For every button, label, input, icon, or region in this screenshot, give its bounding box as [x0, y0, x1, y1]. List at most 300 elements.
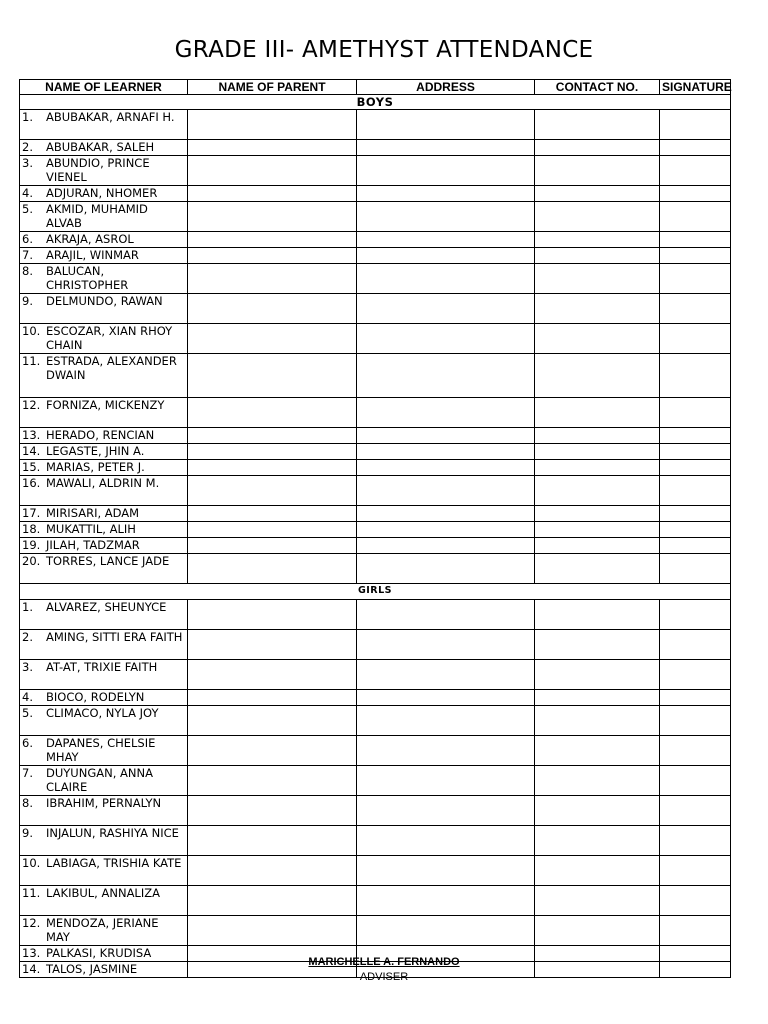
parent-cell[interactable]: [188, 428, 357, 444]
learner-cell: [20, 660, 188, 690]
contact-cell[interactable]: [535, 140, 660, 156]
contact-cell[interactable]: [535, 460, 660, 476]
learner-entry: [22, 186, 185, 200]
learner-name: MENDOZA, JERIANE MAY: [46, 916, 159, 944]
contact-cell[interactable]: [535, 354, 660, 398]
header-learner: NAME OF LEARNER: [20, 80, 188, 95]
parent-cell[interactable]: [188, 156, 357, 186]
learner-cell: [20, 630, 188, 660]
section-row-girls: [20, 584, 731, 600]
address-cell[interactable]: [357, 554, 535, 584]
table-row: [20, 600, 731, 630]
learner-name: ALVAREZ, SHEUNYCE: [46, 600, 167, 614]
signature-cell[interactable]: [660, 600, 731, 630]
learner-number: 7.: [22, 248, 33, 262]
parent-cell[interactable]: [188, 690, 357, 706]
learner-number: 1.: [22, 600, 33, 614]
learner-number: 8.: [22, 796, 33, 810]
parent-cell[interactable]: [188, 324, 357, 354]
learner-name: ADJURAN, NHOMER: [46, 186, 158, 200]
learner-entry: [22, 156, 185, 184]
learner-cell: [20, 476, 188, 506]
address-cell[interactable]: [357, 706, 535, 736]
learner-number: 12.: [22, 398, 41, 412]
address-cell[interactable]: [357, 690, 535, 706]
learner-number: 13.: [22, 946, 41, 960]
signature-cell[interactable]: [660, 690, 731, 706]
signature-cell[interactable]: [660, 856, 731, 886]
learner-name: FORNIZA, MICKENZY: [46, 398, 165, 412]
learner-number: 6.: [22, 736, 33, 750]
table-row: [20, 476, 731, 506]
learner-cell: [20, 856, 188, 886]
parent-cell[interactable]: [188, 110, 357, 140]
section-row-boys: [20, 95, 731, 110]
learner-name: AKRAJA, ASROL: [46, 232, 134, 246]
contact-cell[interactable]: [535, 248, 660, 264]
learner-entry: [22, 264, 185, 292]
table-row: [20, 554, 731, 584]
learner-name: MUKATTIL, ALIH: [46, 522, 136, 536]
learner-number: 4.: [22, 690, 33, 704]
table-row: [20, 522, 731, 538]
signature-cell[interactable]: [660, 522, 731, 538]
address-cell[interactable]: [357, 428, 535, 444]
learner-cell: [20, 248, 188, 264]
learner-cell: [20, 690, 188, 706]
learner-name: AT-AT, TRIXIE FAITH: [46, 660, 158, 674]
learner-cell: [20, 600, 188, 630]
learner-cell: [20, 506, 188, 522]
contact-cell[interactable]: [535, 428, 660, 444]
address-cell[interactable]: [357, 506, 535, 522]
learner-number: 3.: [22, 660, 33, 674]
learner-number: 5.: [22, 202, 33, 216]
learner-cell: [20, 796, 188, 826]
learner-number: 1.: [22, 110, 33, 124]
parent-cell[interactable]: [188, 264, 357, 294]
learner-entry: [22, 660, 185, 674]
contact-cell[interactable]: [535, 600, 660, 630]
parent-cell[interactable]: [188, 630, 357, 660]
table-row: [20, 248, 731, 264]
contact-cell[interactable]: [535, 398, 660, 428]
learner-cell: [20, 156, 188, 186]
signature-cell[interactable]: [660, 140, 731, 156]
signature-cell[interactable]: [660, 886, 731, 916]
header-signature: SIGNATURE: [660, 80, 731, 95]
learner-number: 10.: [22, 324, 41, 338]
learner-cell: [20, 202, 188, 232]
signature-cell[interactable]: [660, 110, 731, 140]
table-row: [20, 324, 731, 354]
contact-cell[interactable]: [535, 736, 660, 766]
learner-name: BIOCO, RODELYN: [46, 690, 145, 704]
adviser-name: [0, 956, 768, 968]
learner-name: TORRES, LANCE JADE: [46, 554, 170, 568]
table-row: [20, 140, 731, 156]
section-label: BOYS: [20, 95, 731, 110]
address-cell[interactable]: [357, 460, 535, 476]
learner-entry: [22, 916, 185, 944]
address-cell[interactable]: [357, 736, 535, 766]
learner-entry: [22, 766, 185, 794]
address-cell[interactable]: [357, 232, 535, 248]
learner-number: 15.: [22, 460, 41, 474]
learner-entry: [22, 736, 185, 764]
parent-cell[interactable]: [188, 522, 357, 538]
contact-cell[interactable]: [535, 522, 660, 538]
attendance-table: [19, 79, 731, 978]
learner-entry: [22, 460, 185, 474]
learner-cell: [20, 398, 188, 428]
learner-name: AMING, SITTI ERA FAITH: [46, 630, 183, 644]
address-cell[interactable]: [357, 826, 535, 856]
learner-entry: [22, 110, 185, 124]
learner-entry: [22, 354, 185, 382]
learner-name: BALUCAN, CHRISTOPHER: [46, 264, 129, 292]
learner-name: ABUBAKAR, SALEH: [46, 140, 155, 154]
table-row: [20, 354, 731, 398]
learner-cell: [20, 186, 188, 202]
signature-cell[interactable]: [660, 766, 731, 796]
signature-cell[interactable]: [660, 538, 731, 554]
learner-number: 13.: [22, 428, 41, 442]
signature-cell[interactable]: [660, 460, 731, 476]
learner-name: PALKASI, KRUDISA: [46, 946, 152, 960]
table-row: [20, 706, 731, 736]
learner-entry: [22, 398, 185, 412]
learner-cell: [20, 140, 188, 156]
learner-name: MAWALI, ALDRIN M.: [46, 476, 160, 490]
table-row: [20, 294, 731, 324]
signature-cell[interactable]: [660, 916, 731, 946]
table-row: [20, 110, 731, 140]
header-address: ADDRESS: [357, 80, 535, 95]
parent-cell[interactable]: [188, 660, 357, 690]
learner-number: 10.: [22, 856, 41, 870]
address-cell[interactable]: [357, 156, 535, 186]
address-cell[interactable]: [357, 248, 535, 264]
learner-entry: [22, 538, 185, 552]
learner-name: ESCOZAR, XIAN RHOY CHAIN: [46, 324, 173, 352]
address-cell[interactable]: [357, 660, 535, 690]
learner-cell: [20, 110, 188, 140]
learner-entry: [22, 554, 185, 568]
contact-cell[interactable]: [535, 476, 660, 506]
parent-cell[interactable]: [188, 202, 357, 232]
signature-cell[interactable]: [660, 630, 731, 660]
table-row: [20, 660, 731, 690]
contact-cell[interactable]: [535, 706, 660, 736]
learner-name: DELMUNDO, RAWAN: [46, 294, 163, 308]
contact-cell[interactable]: [535, 826, 660, 856]
learner-number: 14.: [22, 444, 41, 458]
signature-cell[interactable]: [660, 660, 731, 690]
contact-cell[interactable]: [535, 156, 660, 186]
contact-cell[interactable]: [535, 690, 660, 706]
learner-cell: [20, 766, 188, 796]
address-cell[interactable]: [357, 324, 535, 354]
contact-cell[interactable]: [535, 916, 660, 946]
signature-cell[interactable]: [660, 476, 731, 506]
signature-cell[interactable]: [660, 826, 731, 856]
contact-cell[interactable]: [535, 766, 660, 796]
address-cell[interactable]: [357, 522, 535, 538]
learner-entry: [22, 826, 185, 840]
learner-number: 17.: [22, 506, 41, 520]
table-row: [20, 460, 731, 476]
signature-cell[interactable]: [660, 324, 731, 354]
learner-entry: [22, 690, 185, 704]
address-cell[interactable]: [357, 264, 535, 294]
parent-cell[interactable]: [188, 886, 357, 916]
learner-cell: [20, 916, 188, 946]
learner-number: 11.: [22, 354, 41, 368]
learner-name: LEGASTE, JHIN A.: [46, 444, 145, 458]
signature-cell[interactable]: [660, 444, 731, 460]
learner-entry: [22, 294, 185, 308]
signature-cell[interactable]: [660, 428, 731, 444]
learner-number: 20.: [22, 554, 41, 568]
learner-entry: [22, 202, 185, 230]
table-body: [20, 95, 731, 978]
learner-entry: [22, 522, 185, 536]
parent-cell[interactable]: [188, 706, 357, 736]
adviser-name-text: MARICHELLE A. FERNANDO: [308, 956, 460, 968]
table-row: [20, 444, 731, 460]
learner-entry: [22, 232, 185, 246]
parent-cell[interactable]: [188, 538, 357, 554]
address-cell[interactable]: [357, 140, 535, 156]
learner-cell: [20, 232, 188, 248]
learner-entry: [22, 140, 185, 154]
parent-cell[interactable]: [188, 460, 357, 476]
contact-cell[interactable]: [535, 232, 660, 248]
page-title: GRADE III- AMETHYST ATTENDANCE: [174, 37, 594, 63]
learner-name: DUYUNGAN, ANNA CLAIRE: [46, 766, 153, 794]
learner-entry: [22, 600, 185, 614]
address-cell[interactable]: [357, 630, 535, 660]
contact-cell[interactable]: [535, 538, 660, 554]
learner-number: 9.: [22, 294, 33, 308]
contact-cell[interactable]: [535, 554, 660, 584]
signature-cell[interactable]: [660, 232, 731, 248]
learner-number: 4.: [22, 186, 33, 200]
table-row: [20, 506, 731, 522]
parent-cell[interactable]: [188, 856, 357, 886]
table-row: [20, 886, 731, 916]
contact-cell[interactable]: [535, 264, 660, 294]
learner-entry: [22, 796, 185, 810]
contact-cell[interactable]: [535, 630, 660, 660]
learner-name: MIRISARI, ADAM: [46, 506, 140, 520]
table-row: [20, 186, 731, 202]
learner-number: 2.: [22, 140, 33, 154]
learner-name: TALOS, JASMINE: [46, 962, 138, 976]
learner-number: 2.: [22, 630, 33, 644]
contact-cell[interactable]: [535, 202, 660, 232]
parent-cell[interactable]: [188, 232, 357, 248]
learner-number: 12.: [22, 916, 41, 930]
parent-cell[interactable]: [188, 796, 357, 826]
parent-cell[interactable]: [188, 294, 357, 324]
table-row: [20, 538, 731, 554]
table-row: [20, 264, 731, 294]
signature-cell[interactable]: [660, 554, 731, 584]
address-cell[interactable]: [357, 110, 535, 140]
learner-name: HERADO, RENCIAN: [46, 428, 155, 442]
learner-cell: [20, 460, 188, 476]
parent-cell[interactable]: [188, 600, 357, 630]
parent-cell[interactable]: [188, 140, 357, 156]
learner-cell: [20, 706, 188, 736]
learner-cell: [20, 826, 188, 856]
learner-number: 3.: [22, 156, 33, 170]
signature-cell[interactable]: [660, 506, 731, 522]
table-row: [20, 630, 731, 660]
learner-number: 14.: [22, 962, 41, 976]
learner-name: ABUBAKAR, ARNAFI H.: [46, 110, 175, 124]
signature-cell[interactable]: [660, 294, 731, 324]
contact-cell[interactable]: [535, 506, 660, 522]
parent-cell[interactable]: [188, 186, 357, 202]
table-row: [20, 826, 731, 856]
learner-entry: [22, 428, 185, 442]
learner-cell: [20, 736, 188, 766]
learner-entry: [22, 630, 185, 644]
learner-cell: [20, 324, 188, 354]
table-row: [20, 856, 731, 886]
signature-cell[interactable]: [660, 248, 731, 264]
header-row: [20, 80, 731, 95]
learner-number: 18.: [22, 522, 41, 536]
parent-cell[interactable]: [188, 554, 357, 584]
address-cell[interactable]: [357, 600, 535, 630]
signature-cell[interactable]: [660, 202, 731, 232]
address-cell[interactable]: [357, 444, 535, 460]
table-row: [20, 736, 731, 766]
address-cell[interactable]: [357, 766, 535, 796]
signature-cell[interactable]: [660, 398, 731, 428]
learner-name: JILAH, TADZMAR: [46, 538, 140, 552]
learner-number: 11.: [22, 886, 41, 900]
table-row: [20, 428, 731, 444]
parent-cell[interactable]: [188, 398, 357, 428]
signature-cell[interactable]: [660, 156, 731, 186]
learner-name: LAKIBUL, ANNALIZA: [46, 886, 160, 900]
learner-number: 6.: [22, 232, 33, 246]
contact-cell[interactable]: [535, 856, 660, 886]
signature-cell[interactable]: [660, 264, 731, 294]
table-row: [20, 202, 731, 232]
learner-name: INJALUN, RASHIYA NICE: [46, 826, 179, 840]
learner-entry: [22, 476, 185, 490]
contact-cell[interactable]: [535, 110, 660, 140]
address-cell[interactable]: [357, 202, 535, 232]
learner-cell: [20, 538, 188, 554]
address-cell[interactable]: [357, 886, 535, 916]
learner-name: IBRAHIM, PERNALYN: [46, 796, 162, 810]
learner-name: ARAJIL, WINMAR: [46, 248, 139, 262]
header-contact: CONTACT NO.: [535, 80, 660, 95]
table-row: [20, 766, 731, 796]
address-cell[interactable]: [357, 186, 535, 202]
parent-cell[interactable]: [188, 766, 357, 796]
learner-name: ABUNDIO, PRINCE VIENEL: [46, 156, 150, 184]
learner-cell: [20, 354, 188, 398]
parent-cell[interactable]: [188, 916, 357, 946]
learner-entry: [22, 506, 185, 520]
learner-cell: [20, 522, 188, 538]
table-row: [20, 232, 731, 248]
table-row: [20, 690, 731, 706]
parent-cell[interactable]: [188, 736, 357, 766]
parent-cell[interactable]: [188, 354, 357, 398]
learner-number: 9.: [22, 826, 33, 840]
signature-cell[interactable]: [660, 796, 731, 826]
learner-entry: [22, 324, 185, 352]
section-label: GIRLS: [20, 584, 731, 600]
learner-number: 5.: [22, 706, 33, 720]
signature-cell[interactable]: [660, 736, 731, 766]
learner-number: 7.: [22, 766, 33, 780]
address-cell[interactable]: [357, 294, 535, 324]
parent-cell[interactable]: [188, 248, 357, 264]
address-cell[interactable]: [357, 856, 535, 886]
table-row: [20, 916, 731, 946]
learner-entry: [22, 886, 185, 900]
learner-cell: [20, 554, 188, 584]
contact-cell[interactable]: [535, 444, 660, 460]
signature-cell[interactable]: [660, 706, 731, 736]
learner-name: ESTRADA, ALEXANDER DWAIN: [46, 354, 177, 382]
learner-entry: [22, 248, 185, 262]
learner-number: 19.: [22, 538, 41, 552]
learner-entry: [22, 856, 185, 870]
contact-cell[interactable]: [535, 796, 660, 826]
address-cell[interactable]: [357, 538, 535, 554]
address-cell[interactable]: [357, 916, 535, 946]
header-parent: NAME OF PARENT: [188, 80, 357, 95]
parent-cell[interactable]: [188, 444, 357, 460]
address-cell[interactable]: [357, 398, 535, 428]
adviser-role: ADVISER: [359, 971, 409, 983]
parent-cell[interactable]: [188, 826, 357, 856]
table-row: [20, 156, 731, 186]
learner-cell: [20, 264, 188, 294]
learner-cell: [20, 428, 188, 444]
parent-cell[interactable]: [188, 476, 357, 506]
contact-cell[interactable]: [535, 186, 660, 202]
address-cell[interactable]: [357, 354, 535, 398]
parent-cell[interactable]: [188, 506, 357, 522]
learner-name: AKMID, MUHAMID ALVAB: [46, 202, 148, 230]
address-cell[interactable]: [357, 796, 535, 826]
contact-cell[interactable]: [535, 886, 660, 916]
learner-cell: [20, 886, 188, 916]
learner-entry: [22, 444, 185, 458]
learner-name: DAPANES, CHELSIE MHAY: [46, 736, 156, 764]
contact-cell[interactable]: [535, 294, 660, 324]
signature-cell[interactable]: [660, 354, 731, 398]
signature-cell[interactable]: [660, 186, 731, 202]
contact-cell[interactable]: [535, 660, 660, 690]
table-row: [20, 398, 731, 428]
contact-cell[interactable]: [535, 324, 660, 354]
address-cell[interactable]: [357, 476, 535, 506]
learner-entry: [22, 706, 185, 720]
